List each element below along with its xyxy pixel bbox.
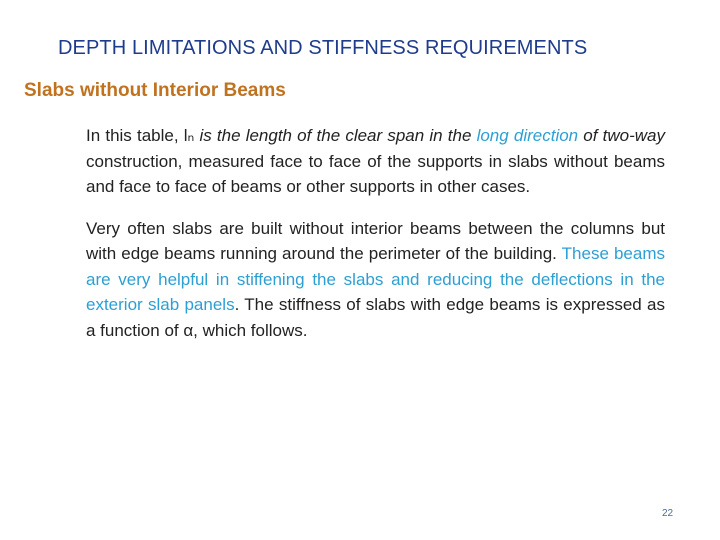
paragraph-2-highlight: These beams are very helpful in stiffening the slabs and reducing the deflections in the exterior slab panels bbox=[86, 244, 665, 314]
paragraph-2-rest: . The stiffness of slabs with edge beams is expressed as a function of α, which follows. bbox=[86, 295, 665, 340]
slide-title: DEPTH LIMITATIONS AND STIFFNESS REQUIREMENTS bbox=[58, 37, 588, 59]
slide-body bbox=[86, 123, 665, 359]
paragraph-ln-definition bbox=[86, 123, 665, 200]
paragraph-1-italic-a: is the length of the clear span in the bbox=[194, 126, 477, 145]
paragraph-1-rest: construction, measured face to face of the supports in slabs without beams and face to face of beams or other supports in other cases. bbox=[86, 151, 665, 196]
span-symbol-ln: lₙ bbox=[183, 126, 195, 145]
page-number: 22 bbox=[662, 508, 674, 519]
slide-subtitle: Slabs without Interior Beams bbox=[24, 80, 286, 101]
paragraph-1-italic-b: of two-way bbox=[578, 126, 665, 145]
paragraph-2-intro: Very often slabs are built without interior beams between the columns but with edge beams running around the perimeter of the building. bbox=[86, 218, 665, 263]
paragraph-edge-beams bbox=[86, 216, 665, 344]
paragraph-1-intro: In this table, bbox=[86, 126, 184, 145]
paragraph-1-highlight: long direction bbox=[476, 126, 579, 145]
